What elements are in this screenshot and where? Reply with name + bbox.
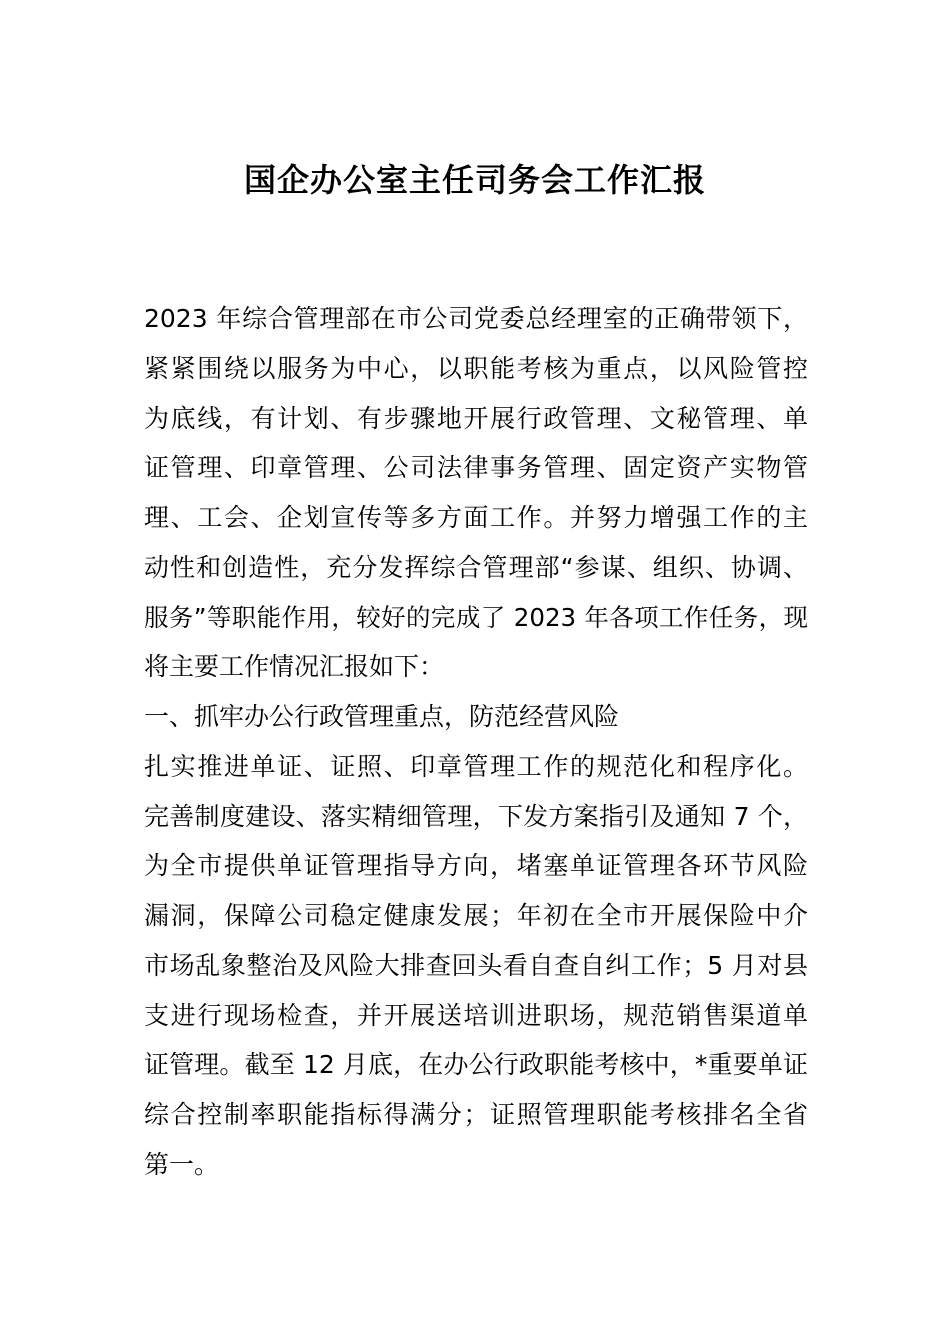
paragraph-line: 证管理。截至 12 月底，在办公行政职能考核中，*重要单证 (144, 1050, 808, 1080)
paragraph-line: 紧紧围绕以服务为中心，以职能考核为重点，以风险管控 (144, 353, 808, 383)
paragraph-line: 扎实推进单证、证照、印章管理工作的规范化和程序化。 (144, 751, 808, 781)
document-title: 国企办公室主任司务会工作汇报 (243, 161, 706, 199)
paragraph-line: 第一。 (144, 1149, 220, 1179)
paragraph-line: 为全市提供单证管理指导方向，堵塞单证管理各环节风险 (144, 851, 808, 881)
paragraph-line: 2023 年综合管理部在市公司党委总经理室的正确带领下， (144, 304, 808, 333)
section-heading: 一、抓牢办公行政管理重点，防范经营风险 (144, 702, 620, 731)
paragraph-line: 将主要工作情况汇报如下： (144, 652, 445, 682)
paragraph-line: 市场乱象整治及风险大排查回头看自查自纠工作；5 月对县 (144, 950, 808, 980)
paragraph-line: 动性和创造性，充分发挥综合管理部“参谋、组织、协调、 (144, 552, 808, 582)
paragraph-line: 综合控制率职能指标得满分；证照管理职能考核排名全省 (144, 1100, 808, 1129)
paragraph-line: 为底线，有计划、有步骤地开展行政管理、文秘管理、单 (144, 403, 808, 433)
paragraph-line: 理、工会、企划宣传等多方面工作。并努力增强工作的主 (144, 503, 808, 532)
paragraph-line: 证管理、印章管理、公司法律事务管理、固定资产实物管 (144, 453, 808, 483)
paragraph-line: 服务”等职能作用，较好的完成了 2023 年各项工作任务，现 (144, 602, 808, 632)
document-body (144, 294, 808, 1190)
paragraph-line: 漏洞，保障公司稳定健康发展；年初在全市开展保险中介 (144, 901, 808, 930)
paragraph-line: 支进行现场检查，并开展送培训进职场，规范销售渠道单 (144, 1000, 808, 1030)
paragraph-line: 完善制度建设、落实精细管理，下发方案指引及通知 7 个， (144, 801, 808, 831)
